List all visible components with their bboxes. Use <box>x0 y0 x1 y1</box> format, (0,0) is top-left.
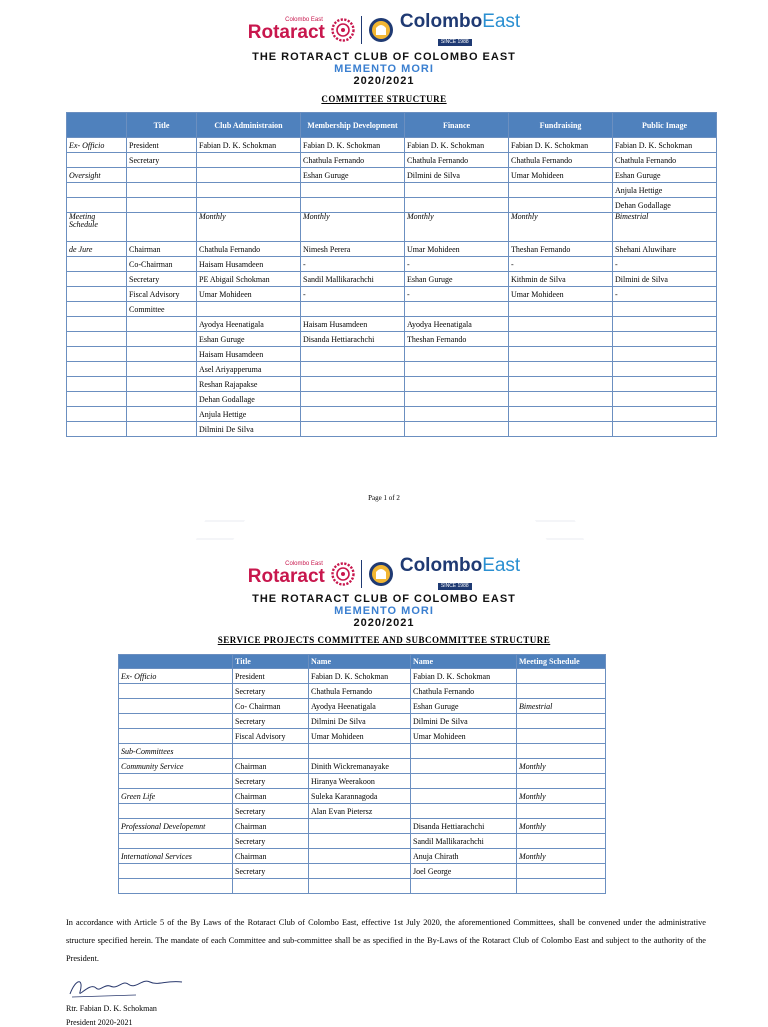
table-row <box>119 669 606 684</box>
table-cell <box>613 377 717 392</box>
table-cell <box>67 347 127 362</box>
column-header <box>119 655 233 669</box>
table-cell: Chathula Fernando <box>301 153 405 168</box>
table-header-row <box>119 655 606 669</box>
table-cell <box>233 744 309 759</box>
table-cell <box>67 183 127 198</box>
club-title: THE ROTARACT CLUB OF COLOMBO EAST <box>252 51 516 63</box>
table-cell <box>233 879 309 894</box>
table-cell <box>127 422 197 437</box>
table-cell <box>517 744 606 759</box>
table-cell: Hiranya Weerakoon <box>309 774 411 789</box>
table-cell <box>405 347 509 362</box>
table-cell: Monthly <box>517 849 606 864</box>
club-logo <box>0 12 768 47</box>
table-cell: Umar Mohideen <box>197 287 301 302</box>
table-row <box>67 257 717 272</box>
column-header: Public Image <box>613 113 717 138</box>
table-row <box>67 153 717 168</box>
table-cell: PE Abigail Schokman <box>197 272 301 287</box>
logo-colombo-east-text <box>400 12 520 31</box>
table-cell <box>509 317 613 332</box>
column-header <box>67 113 127 138</box>
table-cell <box>127 377 197 392</box>
table-row <box>119 744 606 759</box>
table-cell: Secretary <box>127 272 197 287</box>
table-cell <box>309 864 411 879</box>
table-cell <box>301 392 405 407</box>
table-cell: Haisam Husamdeen <box>197 257 301 272</box>
table-cell: Ayodya Heenatigala <box>197 317 301 332</box>
table-cell <box>405 362 509 377</box>
table-cell: Theshan Fernando <box>405 332 509 347</box>
table-cell: Dilmini De Silva <box>309 714 411 729</box>
table-cell <box>127 317 197 332</box>
logo-sub-label: Colombo East <box>285 17 323 23</box>
table-cell: - <box>405 287 509 302</box>
table-cell <box>509 347 613 362</box>
table-cell: Kithmin de Silva <box>509 272 613 287</box>
table-cell: Dinith Wickremanayake <box>309 759 411 774</box>
table-cell <box>405 422 509 437</box>
table-cell: Chairman <box>233 789 309 804</box>
table-cell: Eshan Guruge <box>411 699 517 714</box>
table-cell <box>411 804 517 819</box>
table-cell: Dilmini de Silva <box>613 272 717 287</box>
table-row <box>119 684 606 699</box>
table-cell: Secretary <box>233 774 309 789</box>
logo-divider <box>361 16 362 44</box>
table-cell <box>119 729 233 744</box>
table-cell: Committee <box>127 302 197 317</box>
table-row <box>67 213 717 242</box>
table-cell: Community Service <box>119 759 233 774</box>
table-cell: Sub-Committees <box>119 744 233 759</box>
logo-colombo-text: Colombo <box>399 555 483 576</box>
table-cell: Monthly <box>405 213 509 242</box>
table-cell <box>119 714 233 729</box>
table-cell <box>67 377 127 392</box>
table-cell <box>119 699 233 714</box>
table-cell <box>509 302 613 317</box>
table-cell: Alan Evan Pietersz <box>309 804 411 819</box>
table-row <box>67 302 717 317</box>
committee-structure-table <box>66 112 717 437</box>
table-cell <box>613 317 717 332</box>
table-row <box>67 138 717 153</box>
table-cell: Monthly <box>197 213 301 242</box>
table-row <box>119 819 606 834</box>
table-cell <box>127 183 197 198</box>
logo-sub-label: Colombo East <box>285 561 323 567</box>
table-cell: Anjula Hettige <box>197 407 301 422</box>
table-cell <box>411 759 517 774</box>
table-cell <box>119 864 233 879</box>
table-cell <box>301 362 405 377</box>
column-header: Finance <box>405 113 509 138</box>
table-cell <box>119 879 233 894</box>
table-cell <box>127 213 197 242</box>
table-cell <box>613 392 717 407</box>
table-cell <box>517 669 606 684</box>
table-cell: Bimestrial <box>613 213 717 242</box>
table-cell: Secretary <box>233 804 309 819</box>
table-cell <box>509 198 613 213</box>
table-cell: Chairman <box>233 819 309 834</box>
table-cell: - <box>613 257 717 272</box>
table-cell <box>197 302 301 317</box>
table-cell: Ayodya Heenatigala <box>309 699 411 714</box>
table-row <box>67 407 717 422</box>
signer-role: President 2020-2021 <box>66 1018 133 1027</box>
rotary-wheel-icon <box>331 562 355 586</box>
table-cell: Secretary <box>233 714 309 729</box>
table-cell: Dilmini De Silva <box>197 422 301 437</box>
table-row <box>119 879 606 894</box>
logo-colombo-east-text <box>400 556 520 575</box>
service-projects-table <box>118 654 606 894</box>
logo-east-text: East <box>482 11 521 32</box>
table-cell <box>119 774 233 789</box>
club-title: THE ROTARACT CLUB OF COLOMBO EAST <box>252 593 516 605</box>
logo-east-text: East <box>482 555 521 576</box>
table-cell: de Jure <box>67 242 127 257</box>
table-cell <box>197 153 301 168</box>
table-cell: Chathula Fernando <box>309 684 411 699</box>
table-cell: Monthly <box>301 213 405 242</box>
table-row <box>67 272 717 287</box>
table-cell: Umar Mohideen <box>509 287 613 302</box>
table-cell <box>517 729 606 744</box>
table-cell <box>517 834 606 849</box>
table-cell <box>67 257 127 272</box>
table-cell <box>509 392 613 407</box>
table-cell: Monthly <box>517 759 606 774</box>
column-header: Name <box>309 655 411 669</box>
table-cell: Secretary <box>233 834 309 849</box>
table-cell <box>613 407 717 422</box>
table-cell <box>301 183 405 198</box>
table-cell: Secretary <box>233 684 309 699</box>
table-row <box>119 804 606 819</box>
table-cell: Fiscal Advisory <box>233 729 309 744</box>
table-cell <box>119 834 233 849</box>
table-cell: Fabian D. K. Schokman <box>301 138 405 153</box>
table-cell: Secretary <box>233 864 309 879</box>
table-cell: - <box>405 257 509 272</box>
table-cell: Bimestrial <box>517 699 606 714</box>
table-cell: Suleka Karannagoda <box>309 789 411 804</box>
table-cell <box>509 377 613 392</box>
table-cell <box>517 804 606 819</box>
table-cell: Umar Mohideen <box>411 729 517 744</box>
table-cell: Monthly <box>517 789 606 804</box>
table-cell: Chairman <box>233 849 309 864</box>
club-seal-icon <box>368 17 394 43</box>
logo-divider <box>361 560 362 588</box>
table-cell: Chathula Fernando <box>197 242 301 257</box>
table-cell <box>309 744 411 759</box>
table-cell <box>127 407 197 422</box>
table-cell: - <box>301 257 405 272</box>
column-header: Title <box>127 113 197 138</box>
table-cell <box>411 744 517 759</box>
table-cell: Umar Mohideen <box>405 242 509 257</box>
theme-title: MEMENTO MORI <box>334 605 434 617</box>
table-cell: - <box>509 257 613 272</box>
table-cell: - <box>613 287 717 302</box>
table-cell: Reshan Rajapakse <box>197 377 301 392</box>
table-cell <box>301 347 405 362</box>
table-cell <box>301 407 405 422</box>
table-cell: Chathula Fernando <box>509 153 613 168</box>
table-row <box>67 198 717 213</box>
table-cell: Sandil Mallikarachchi <box>411 834 517 849</box>
table-cell <box>309 819 411 834</box>
table-cell <box>411 879 517 894</box>
table-cell: Eshan Guruge <box>613 168 717 183</box>
table-cell: Secretary <box>127 153 197 168</box>
table-cell <box>67 153 127 168</box>
table-cell <box>67 302 127 317</box>
table-cell: Fiscal Advisory <box>127 287 197 302</box>
table-cell <box>613 347 717 362</box>
table-cell <box>127 347 197 362</box>
table-row <box>67 242 717 257</box>
table-cell: Oversight <box>67 168 127 183</box>
table-cell: Ayodya Heenatigala <box>405 317 509 332</box>
table-cell <box>67 198 127 213</box>
table-cell <box>127 332 197 347</box>
table-cell <box>127 168 197 183</box>
table-cell <box>119 684 233 699</box>
table-cell: Anjula Hettige <box>613 183 717 198</box>
table-row <box>119 759 606 774</box>
table-cell <box>509 332 613 347</box>
table-cell <box>127 362 197 377</box>
table-row <box>67 347 717 362</box>
table-cell: Fabian D. K. Schokman <box>613 138 717 153</box>
table-cell: Meeting Schedule <box>67 213 127 242</box>
club-logo <box>0 556 768 591</box>
table-cell: Dilmini De Silva <box>411 714 517 729</box>
table-cell: Co-Chairman <box>127 257 197 272</box>
section-title: SERVICE PROJECTS COMMITTEE AND SUBCOMMITTEE STRUCTURE <box>217 635 551 645</box>
table-cell: Monthly <box>509 213 613 242</box>
table-cell <box>509 422 613 437</box>
table-cell <box>301 302 405 317</box>
logo-rotaract-text: Rotaract <box>247 22 325 43</box>
page-number: Page 1 of 2 <box>368 494 400 502</box>
table-cell <box>405 183 509 198</box>
table-cell <box>509 362 613 377</box>
table-cell: Fabian D. K. Schokman <box>411 669 517 684</box>
table-cell <box>67 362 127 377</box>
table-row <box>67 317 717 332</box>
table-cell <box>517 714 606 729</box>
table-row <box>67 183 717 198</box>
table-cell <box>301 377 405 392</box>
logo-rotaract-text: Rotaract <box>247 566 325 587</box>
table-cell <box>127 198 197 213</box>
table-cell: Fabian D. K. Schokman <box>197 138 301 153</box>
table-cell <box>309 849 411 864</box>
table-cell <box>301 198 405 213</box>
year-label: 2020/2021 <box>353 617 415 629</box>
president-signature <box>66 972 186 1002</box>
column-header: Fundraising <box>509 113 613 138</box>
page-separator <box>0 522 768 538</box>
table-cell <box>517 879 606 894</box>
column-header: Membership Development <box>301 113 405 138</box>
table-cell: Professional Developemnt <box>119 819 233 834</box>
table-cell <box>411 774 517 789</box>
table-cell: Disanda Hettiarachchi <box>411 819 517 834</box>
logo-since-label: SINCE 1988 <box>438 39 472 46</box>
table-cell: Dilmini de Silva <box>405 168 509 183</box>
table-cell <box>613 422 717 437</box>
table-cell: Fabian D. K. Schokman <box>309 669 411 684</box>
table-cell: Umar Mohideen <box>309 729 411 744</box>
table-row <box>67 362 717 377</box>
table-cell: Fabian D. K. Schokman <box>509 138 613 153</box>
table-cell: Chathula Fernando <box>405 153 509 168</box>
table-cell: Disanda Hettiarachchi <box>301 332 405 347</box>
table-cell <box>405 377 509 392</box>
table-row <box>119 699 606 714</box>
table-cell <box>509 183 613 198</box>
table-cell <box>67 287 127 302</box>
table-cell: Umar Mohideen <box>509 168 613 183</box>
table-row <box>67 377 717 392</box>
theme-title: MEMENTO MORI <box>334 63 434 75</box>
table-cell: President <box>233 669 309 684</box>
table-cell <box>613 362 717 377</box>
table-row <box>67 422 717 437</box>
club-seal-icon <box>368 561 394 587</box>
table-row <box>119 774 606 789</box>
table-cell <box>67 272 127 287</box>
table-row <box>119 789 606 804</box>
table-cell <box>509 407 613 422</box>
table-cell: President <box>127 138 197 153</box>
table-header-row <box>67 113 717 138</box>
table-cell: Eshan Guruge <box>405 272 509 287</box>
table-cell: Nimesh Perera <box>301 242 405 257</box>
table-cell <box>613 302 717 317</box>
table-cell: Dehan Godallage <box>613 198 717 213</box>
table-cell <box>309 879 411 894</box>
table-row <box>119 729 606 744</box>
table-cell: Shehani Aluwihare <box>613 242 717 257</box>
table-row <box>119 834 606 849</box>
table-cell: Green Life <box>119 789 233 804</box>
table-row <box>119 714 606 729</box>
mandate-paragraph: In accordance with Article 5 of the By Laws of the Rotaract Club of Colombo East, effective 1st July 2020, the aforementioned Committees, shall be convened under the administrative structure specified herein. The mandate of each Committee and sub-committee shall be as specified in the By-Laws of the Rotaract Club of Colombo East and subject to the authority of the President. <box>66 918 706 963</box>
table-cell: Asel Ariyapperuma <box>197 362 301 377</box>
table-cell: Ex- Officio <box>119 669 233 684</box>
column-header: Club Administraion <box>197 113 301 138</box>
table-cell: Eshan Guruge <box>301 168 405 183</box>
table-cell: Chathula Fernando <box>411 684 517 699</box>
table-cell <box>197 168 301 183</box>
table-cell: - <box>301 287 405 302</box>
table-cell <box>301 422 405 437</box>
table-row <box>67 392 717 407</box>
rotary-wheel-icon <box>331 18 355 42</box>
table-cell: Haisam Husamdeen <box>301 317 405 332</box>
table-row <box>119 864 606 879</box>
table-cell <box>67 332 127 347</box>
signer-name: Rtr. Fabian D. K. Schokman <box>66 1004 157 1013</box>
table-row <box>67 332 717 347</box>
column-header: Meeting Schedule <box>517 655 606 669</box>
table-cell: Joel George <box>411 864 517 879</box>
table-cell <box>613 332 717 347</box>
table-cell: Chathula Fernando <box>613 153 717 168</box>
table-cell <box>405 302 509 317</box>
table-cell <box>411 789 517 804</box>
table-cell <box>405 198 509 213</box>
table-cell <box>127 392 197 407</box>
table-cell <box>119 804 233 819</box>
column-header: Name <box>411 655 517 669</box>
table-cell: Haisam Husamdeen <box>197 347 301 362</box>
table-cell <box>517 864 606 879</box>
table-cell: Anuja Chirath <box>411 849 517 864</box>
table-cell <box>197 198 301 213</box>
table-cell: Sandil Mallikarachchi <box>301 272 405 287</box>
table-cell <box>405 407 509 422</box>
table-cell <box>309 834 411 849</box>
table-cell <box>67 392 127 407</box>
table-cell <box>405 392 509 407</box>
table-cell: Chairman <box>233 759 309 774</box>
table-cell <box>197 183 301 198</box>
table-cell <box>517 684 606 699</box>
table-cell <box>67 407 127 422</box>
table-cell: Ex- Officio <box>67 138 127 153</box>
table-cell: Eshan Guruge <box>197 332 301 347</box>
logo-colombo-text: Colombo <box>399 11 483 32</box>
year-label: 2020/2021 <box>353 75 415 87</box>
table-cell <box>517 774 606 789</box>
table-cell <box>67 317 127 332</box>
table-row <box>119 849 606 864</box>
logo-since-label: SINCE 1988 <box>438 583 472 590</box>
section-title: COMMITTEE STRUCTURE <box>321 94 447 104</box>
table-cell: Monthly <box>517 819 606 834</box>
table-cell: International Services <box>119 849 233 864</box>
table-cell: Fabian D. K. Schokman <box>405 138 509 153</box>
column-header: Title <box>233 655 309 669</box>
table-cell: Theshan Fernando <box>509 242 613 257</box>
table-cell <box>67 422 127 437</box>
table-row <box>67 287 717 302</box>
table-cell: Co- Chairman <box>233 699 309 714</box>
table-cell: Dehan Godallage <box>197 392 301 407</box>
table-cell: Chairman <box>127 242 197 257</box>
table-row <box>67 168 717 183</box>
